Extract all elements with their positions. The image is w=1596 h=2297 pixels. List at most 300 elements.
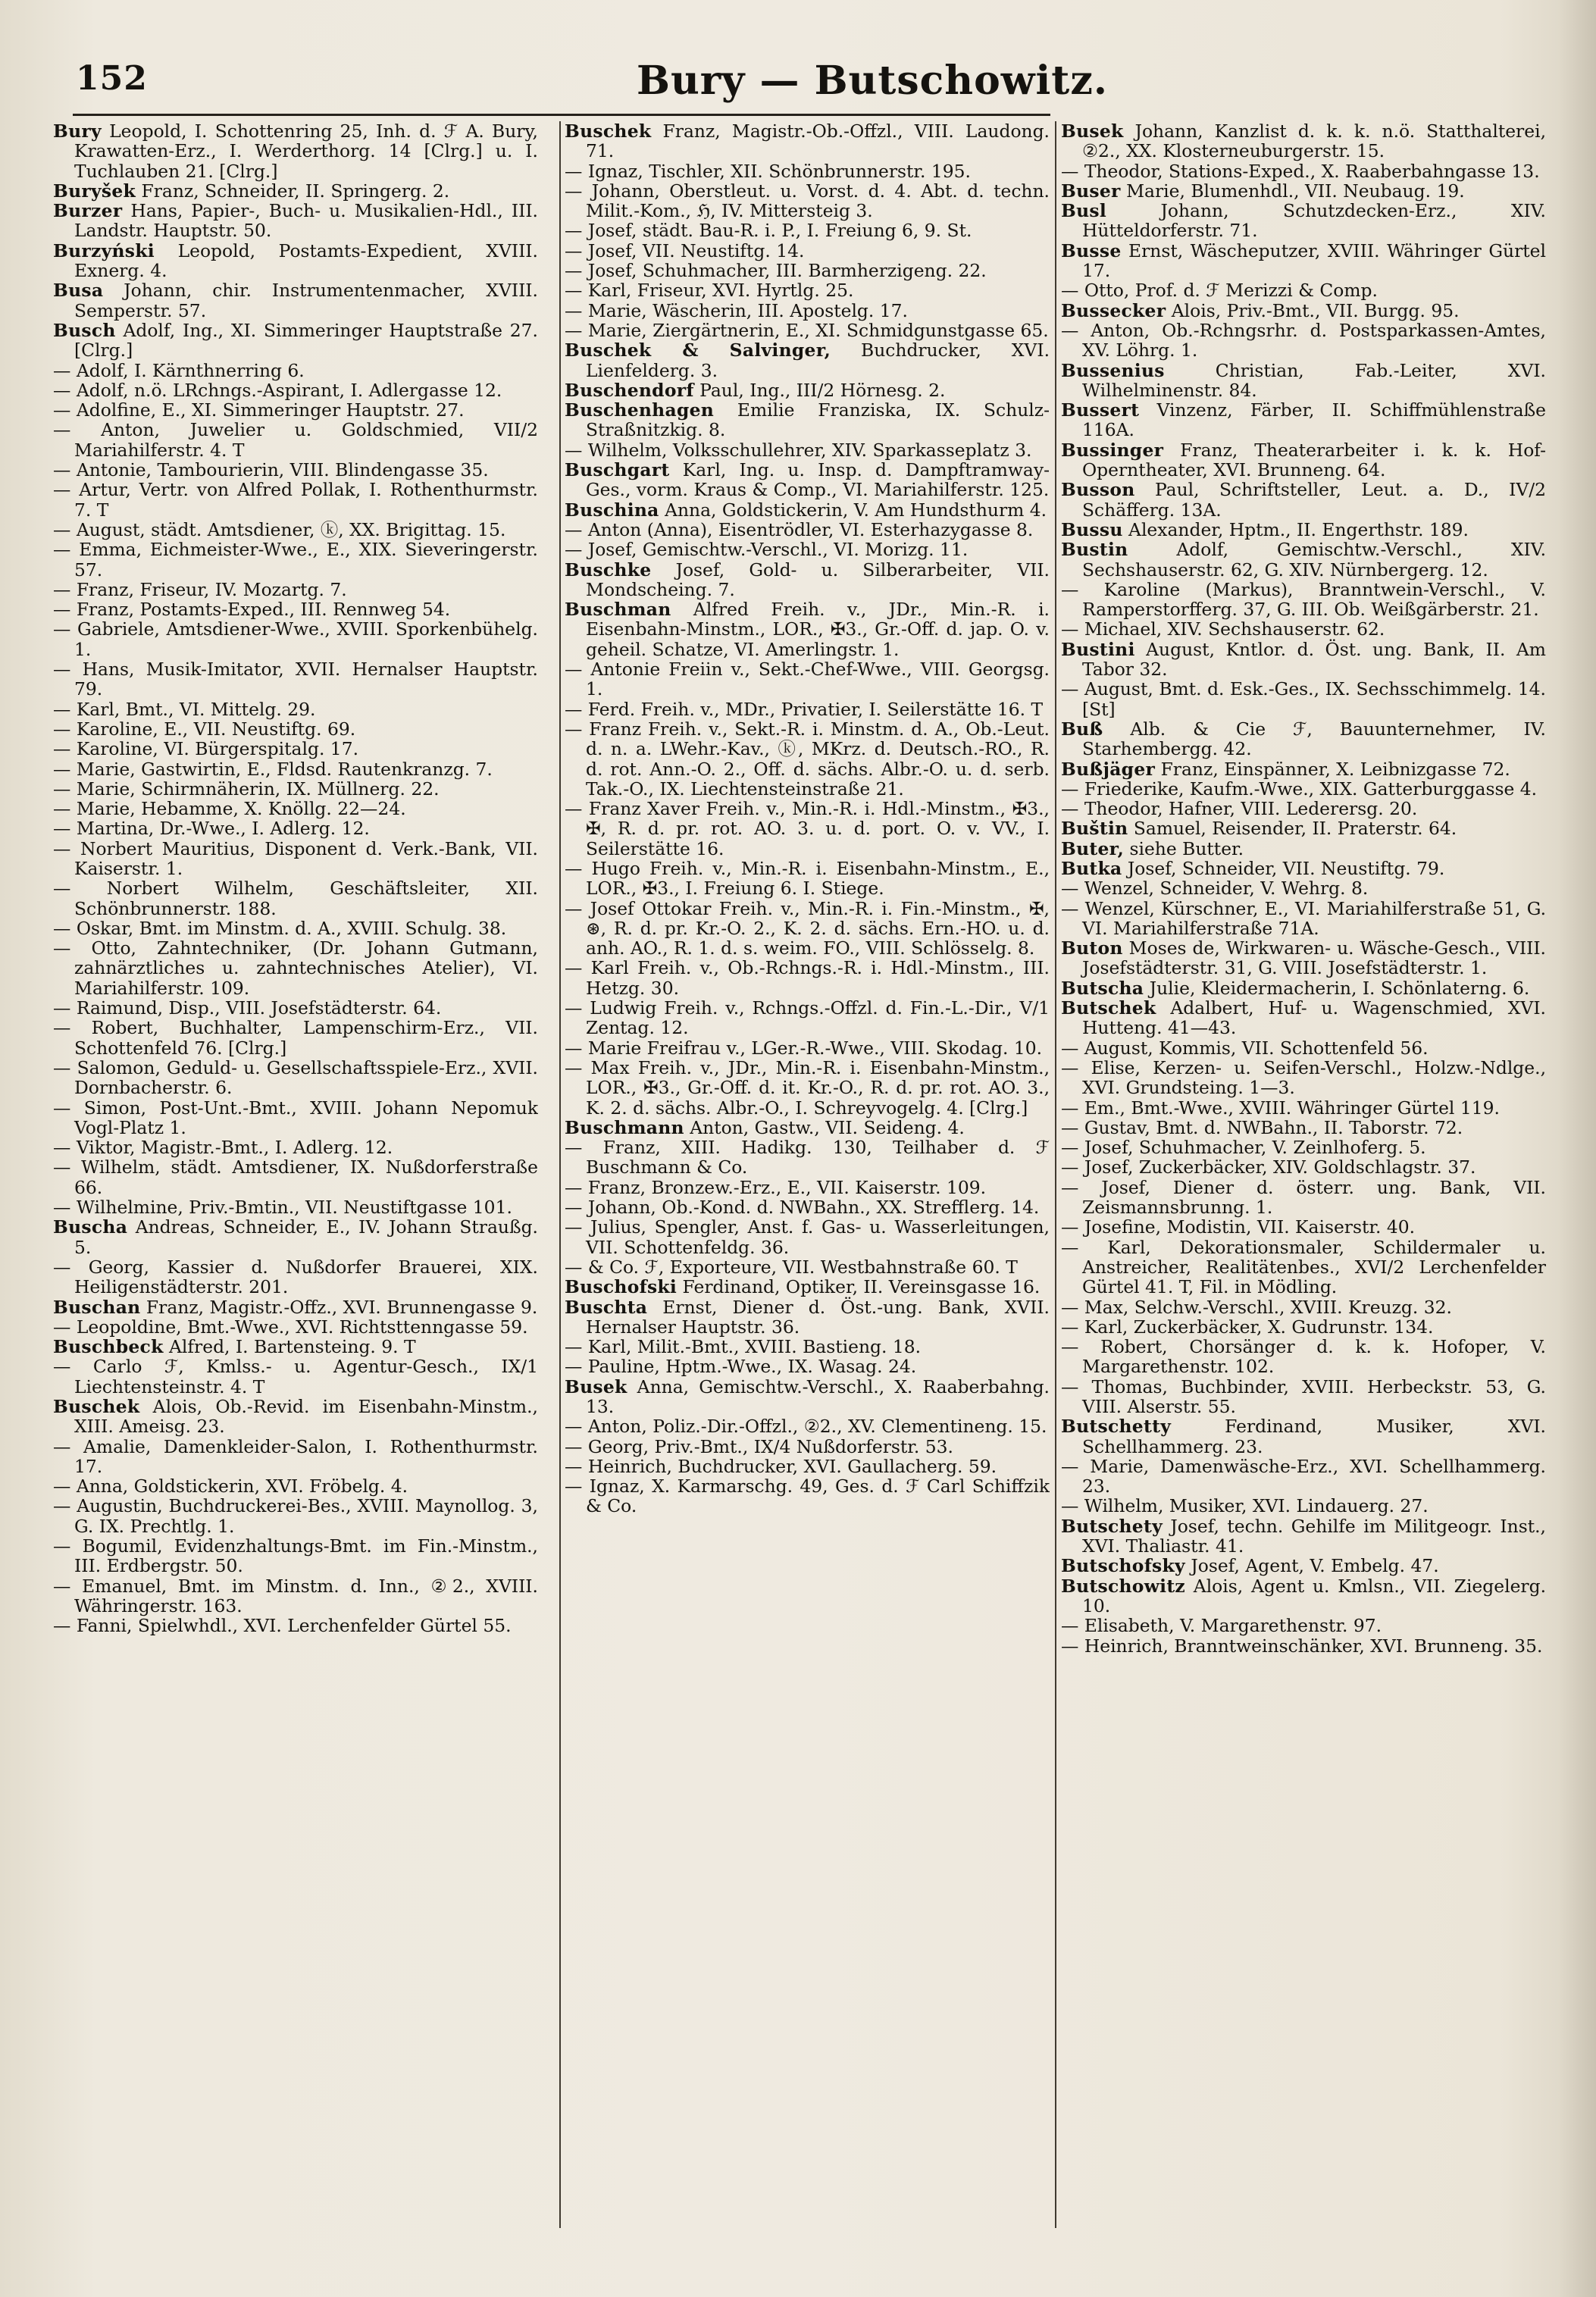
entry-surname: Buschina: [565, 499, 659, 521]
directory-entry: [565, 540, 1050, 559]
directory-entry: [1061, 1138, 1546, 1157]
directory-entry: [53, 599, 538, 619]
directory-entry: [1061, 1178, 1546, 1218]
directory-entry: [1061, 1297, 1546, 1317]
entry-surname: Buschta: [565, 1296, 648, 1318]
directory-entry: [565, 1416, 1050, 1436]
directory-entry: [1061, 440, 1546, 480]
entry-text: — Em., Bmt.-Wwe., XVIII. Währinger Gürtel 119.: [1061, 1097, 1500, 1119]
directory-entry: [53, 878, 538, 918]
column-1: [53, 121, 538, 2258]
entry-surname: Butschowitz: [1061, 1575, 1186, 1597]
entry-text: — Wilhelm, städt. Amtsdiener, IX. Nußdorferstraße 66.: [53, 1156, 538, 1198]
entry-text: — Karl, Milit.-Bmt., XVIII. Bastieng. 18.: [565, 1336, 922, 1358]
directory-entry: [1061, 161, 1546, 181]
directory-entry: [565, 500, 1050, 520]
directory-entry: [565, 899, 1050, 959]
directory-entry: [565, 460, 1050, 500]
directory-entry: [565, 1217, 1050, 1257]
entry-text: — Antonie Freiin v., Sekt.-Chef-Wwe., VIII. Georgsg. 1.: [565, 659, 1050, 700]
entry-text: — Marie, Ziergärtnerin, E., XI. Schmidgunstgasse 65.: [565, 319, 1049, 341]
directory-entry: [53, 799, 538, 818]
directory-entry: [565, 1297, 1050, 1338]
entry-surname: Busek: [1061, 121, 1124, 142]
entry-text: Johann, chir. Instrumentenmacher, XVIII. Semperstr. 57.: [74, 280, 538, 321]
directory-entry: [53, 121, 538, 181]
directory-entry: [565, 520, 1050, 540]
directory-entry: [565, 1476, 1050, 1516]
entry-text: — Marie Freifrau v., LGer.-R.-Wwe., VIII. Skodag. 10.: [565, 1037, 1043, 1059]
directory-entry: [1061, 1217, 1546, 1237]
entry-text: Anton, Gastw., VII. Seideng. 4.: [684, 1116, 965, 1138]
directory-entry: [53, 540, 538, 580]
entry-text: — Marie, Hebamme, X. Knöllg. 22—24.: [53, 798, 406, 820]
directory-entry: [53, 1018, 538, 1058]
entry-text: — Karl, Friseur, XVI. Hyrtlg. 25.: [565, 280, 854, 302]
directory-entry: [53, 1058, 538, 1098]
directory-entry: [53, 400, 538, 420]
entry-text: — Anton, Juwelier u. Goldschmied, VII/2 Mariahilferstr. 4. T: [53, 419, 538, 461]
directory-entry: [1061, 1238, 1546, 1297]
entry-text: — Josef, Zuckerbäcker, XIV. Goldschlagstr. 37.: [1061, 1156, 1476, 1178]
entry-text: — Marie, Gastwirtin, E., Fldsd. Rautenkranzg. 7.: [53, 758, 493, 780]
entry-text: Anna, Goldstickerin, V. Am Hundsthurm 4.: [659, 499, 1047, 521]
directory-entry: [53, 739, 538, 759]
directory-entry: [1061, 719, 1546, 759]
entry-surname: Busek: [565, 1375, 627, 1397]
entry-surname: Bussinger: [1061, 439, 1164, 461]
entry-text: — Karoline, E., VII. Neustiftg. 69.: [53, 718, 356, 740]
directory-entry: [1061, 859, 1546, 878]
entry-surname: Busson: [1061, 479, 1135, 501]
entry-text: — Franz Freih. v., Sekt.-R. i. Minstm. d. A., Ob.-Leut. d. n. a. LWehr.-Kav., ⓚ, MKrz. d. Deutsch.-RO., R. d. rot. Ann.-O. 2., Off. d. sächs. Albr.-O. u. d. serb. Tak.-O., IX. Liechtensteinstraße 21.: [565, 718, 1050, 800]
entry-text: — Elise, Kerzen- u. Seifen-Verschl., Holzw.-Ndlge., XVI. Grundsteing. 1—3.: [1061, 1056, 1546, 1099]
entry-text: Buchdrucker, XVI. Lienfelderg. 3.: [586, 340, 1050, 381]
directory-entry: [53, 241, 538, 281]
entry-text: Alfred Freih. v., JDr., Min.-R. i. Eisenbahn-Minstm., LOR., ✠3., Gr.-Off. d. jap. O. v. geheil. Schatze, VI. Amerlingstr. 1.: [586, 599, 1050, 660]
entry-text: Josef, Gold- u. Silberarbeiter, VII. Mondscheing. 7.: [586, 559, 1050, 600]
directory-entry: [1061, 619, 1546, 639]
directory-entry: [1061, 1317, 1546, 1337]
directory-entry: [1061, 1556, 1546, 1576]
entry-text: — Wilhelm, Volksschullehrer, XIV. Sparkasseplatz 3.: [565, 439, 1032, 461]
directory-entry: [53, 580, 538, 599]
entry-text: — Friederike, Kaufm.-Wwe., XIX. Gatterburggasse 4.: [1061, 778, 1538, 800]
entry-text: — Gustav, Bmt. d. NWBahn., II. Taborstr. 72.: [1061, 1116, 1463, 1138]
entry-text: Paul, Ing., III/2 Hörnesg. 2.: [693, 379, 946, 401]
directory-entry: [565, 161, 1050, 181]
entry-text: — Leopoldine, Bmt.-Wwe., XVI. Richtsttenngasse 59.: [53, 1316, 528, 1338]
directory-entry: [53, 918, 538, 938]
entry-text: — Norbert Wilhelm, Geschäftsleiter, XII. Schönbrunnerstr. 188.: [53, 878, 538, 919]
directory-entry: [565, 1277, 1050, 1297]
directory-entry: [565, 121, 1050, 161]
entry-text: — Max, Selchw.-Verschl., XVIII. Kreuzg. 32.: [1061, 1296, 1452, 1318]
directory-entry: [565, 659, 1050, 699]
directory-entry: [1061, 201, 1546, 241]
entry-text: — Carlo ℱ, Kmlss.- u. Agentur-Gesch., IX/1 Liechtensteinstr. 4. T: [53, 1356, 538, 1397]
entry-text: Josef, techn. Gehilfe im Militgeogr. Inst., XVI. Thaliastr. 41.: [1082, 1515, 1546, 1557]
directory-entry: [53, 659, 538, 699]
entry-text: Franz, Schneider, II. Springerg. 2.: [136, 180, 450, 202]
entry-text: Adolf, Ing., XI. Simmeringer Hauptstraße 27. [Clrg.]: [74, 319, 538, 361]
entry-text: — Anton, Ob.-Rchngsrhr. d. Postsparkassen-Amtes, XV. Löhrg. 1.: [1061, 319, 1546, 361]
directory-entry: [53, 1297, 538, 1317]
entry-surname: Busse: [1061, 239, 1122, 261]
directory-entry: [53, 480, 538, 520]
directory-entry: [1061, 400, 1546, 440]
entry-text: Franz, Theaterarbeiter i. k. k. Hof-Operntheater, XVI. Brunneng. 64.: [1082, 439, 1546, 481]
page-number: 152: [76, 59, 148, 98]
directory-entry: [1061, 301, 1546, 321]
entry-text: — Robert, Chorsänger d. k. k. Hofoper, V. Margarethenstr. 102.: [1061, 1336, 1546, 1378]
directory-entry: [1061, 899, 1546, 939]
entry-text: siehe Butter.: [1124, 837, 1244, 859]
entry-text: — August, städt. Amtsdiener, ⓚ, XX. Brigittag. 15.: [53, 518, 506, 540]
directory-entry: [565, 1178, 1050, 1197]
entry-surname: Buschman: [565, 599, 671, 621]
entry-text: — Josef, städt. Bau-R. i. P., I. Freiung 6, 9. St.: [565, 220, 972, 242]
entry-text: Franz, Magistr.-Offz., XVI. Brunnengasse 9.: [140, 1296, 538, 1318]
entry-surname: Bussu: [1061, 518, 1123, 540]
directory-entry: [1061, 1118, 1546, 1138]
entry-text: — Georg, Kassier d. Nußdorfer Brauerei, XIX. Heiligenstädterstr. 201.: [53, 1256, 538, 1298]
entry-text: — Robert, Buchhalter, Lampenschirm-Erz., VII. Schottenfeld 76. [Clrg.]: [53, 1017, 538, 1059]
directory-entry: [1061, 759, 1546, 779]
directory-entry: [53, 1437, 538, 1477]
directory-entry: [53, 818, 538, 838]
entry-text: — Elisabeth, V. Margarethenstr. 97.: [1061, 1615, 1382, 1637]
entry-text: Alois, Agent u. Kmlsn., VII. Ziegelerg. 10.: [1082, 1575, 1546, 1616]
directory-entry: [565, 560, 1050, 600]
entry-surname: Burzyński: [53, 239, 155, 261]
entry-surname: Buschan: [53, 1296, 141, 1318]
column-divider: [1055, 121, 1056, 2228]
directory-entry: [1061, 1616, 1546, 1635]
directory-entry: [565, 321, 1050, 340]
directory-entry: [53, 460, 538, 480]
directory-entry: [565, 859, 1050, 899]
entry-text: — Heinrich, Branntweinschänker, XVI. Brunneng. 35.: [1061, 1635, 1543, 1657]
entry-text: — Ferd. Freih. v., MDr., Privatier, I. Seilerstätte 16. T: [565, 698, 1044, 720]
directory-entry: [1061, 1636, 1546, 1656]
entry-text: — Fanni, Spielwhdl., XVI. Lerchenfelder Gürtel 55.: [53, 1615, 512, 1637]
directory-entry: [1061, 361, 1546, 401]
directory-entry: [53, 1616, 538, 1635]
directory-entry: [1061, 878, 1546, 898]
entry-text: — Theodor, Stations-Exped., X. Raaberbahngasse 13.: [1061, 160, 1540, 182]
entry-text: — Karl, Dekorationsmaler, Schildermaler u. Anstreicher, Realitätenbes., XVI/2 Lerchenfelder Gürtel 41. T, Fil. in Mödling.: [1061, 1236, 1546, 1298]
directory-entry: [53, 1317, 538, 1337]
directory-entry: [1061, 779, 1546, 799]
entry-text: August, Kntlor. d. Öst. ung. Bank, II. Am Tabor 32.: [1082, 638, 1546, 681]
directory-entry: [565, 380, 1050, 400]
directory-entry: [565, 799, 1050, 859]
directory-entry: [53, 719, 538, 739]
directory-entry: [53, 1098, 538, 1138]
entry-text: — Wenzel, Schneider, V. Wehrg. 8.: [1061, 878, 1369, 900]
directory-entry: [1061, 1576, 1546, 1616]
entry-text: Alb. & Cie ℱ, Bauunternehmer, IV. Starhembergg. 42.: [1082, 718, 1546, 760]
entry-text: — Ignaz, Tischler, XII. Schönbrunnerstr. 195.: [565, 160, 971, 182]
directory-entry: [53, 1138, 538, 1157]
entry-surname: Buschke: [565, 559, 652, 581]
directory-entry: [565, 1038, 1050, 1058]
entry-surname: Bussert: [1061, 399, 1140, 421]
directory-entry: [565, 1138, 1050, 1178]
directory-entry: [565, 1457, 1050, 1476]
directory-entry: [53, 181, 538, 201]
entry-text: — Johann, Ob.-Kond. d. NWBahn., XX. Strefflerg. 14.: [565, 1197, 1040, 1219]
directory-entry: [565, 1357, 1050, 1376]
entry-text: — Josef Ottokar Freih. v., Min.-R. i. Fin.-Minstm., ✠, ⊛, R. d. pr. Kr.-O. 2., K. 2. d. sächs. Ern.-HO. u. d. anh. AO., R. 1. d. s. weim. FO., VIII. Schlösselg. 8.: [565, 897, 1050, 959]
entry-text: — Marie, Damenwäsche-Erz., XVI. Schellhammerg. 23.: [1061, 1455, 1546, 1497]
entry-text: — Theodor, Hafner, VIII. Lederersg. 20.: [1061, 798, 1418, 820]
entry-text: — Franz, Bronzew.-Erz., E., VII. Kaiserstr. 109.: [565, 1176, 987, 1198]
entry-text: — Josef, Gemischtw.-Verschl., VI. Morizg. 11.: [565, 539, 969, 561]
directory-entry: [1061, 998, 1546, 1038]
directory-entry: [53, 998, 538, 1018]
entry-text: — Bogumil, Evidenzhaltungs-Bmt. im Fin.-Minstm., III. Erdbergstr. 50.: [53, 1535, 538, 1577]
header-rule: [73, 114, 1050, 116]
entry-text: — Salomon, Geduld- u. Gesellschaftsspiele-Erz., XVII. Dornbacherstr. 6.: [53, 1056, 538, 1099]
entry-text: — Martina, Dr.-Wwe., I. Adlerg. 12.: [53, 818, 370, 840]
directory-entry: [53, 619, 538, 659]
entry-text: — Ludwig Freih. v., Rchngs.-Offzl. d. Fin.-L.-Dir., V/1 Zentag. 12.: [565, 997, 1050, 1039]
entry-surname: Bustin: [1061, 539, 1128, 561]
entry-text: — Karl, Zuckerbäcker, X. Gudrunstr. 134.: [1061, 1316, 1434, 1338]
directory-entry: [1061, 580, 1546, 620]
entry-surname: Bury: [53, 121, 102, 142]
directory-entry: [565, 998, 1050, 1038]
entry-text: — Amalie, Damenkleider-Salon, I. Rothenthurmstr. 17.: [53, 1435, 538, 1477]
directory-entry: [565, 699, 1050, 719]
entry-surname: Butschetty: [1061, 1416, 1172, 1438]
entry-text: Franz, Magistr.-Ob.-Offzl., VIII. Laudong. 71.: [586, 121, 1050, 162]
entry-surname: Buschmann: [565, 1116, 684, 1138]
entry-text: Johann, Kanzlist d. k. k. n.ö. Statthalterei, ②2., XX. Klosterneuburgerstr. 15.: [1082, 121, 1546, 162]
column-2: [565, 121, 1050, 2258]
directory-entry: [53, 1536, 538, 1576]
directory-entry: [565, 1197, 1050, 1217]
entry-text: — Marie, Wäscherin, III. Apostelg. 17.: [565, 299, 908, 321]
entry-text: — Wilhelmine, Priv.-Bmtin., VII. Neustiftgasse 101.: [53, 1197, 512, 1219]
entry-text: — Josefine, Modistin, VII. Kaiserstr. 40.: [1061, 1216, 1416, 1238]
directory-entry: [53, 1157, 538, 1197]
directory-entry: [1061, 241, 1546, 281]
entry-text: — Georg, Priv.-Bmt., IX/4 Nußdorferstr. 53.: [565, 1435, 953, 1457]
entry-text: — Franz, Friseur, IV. Mozartg. 7.: [53, 578, 347, 600]
directory-entry: [53, 361, 538, 380]
entry-text: — Karl, Bmt., VI. Mittelg. 29.: [53, 698, 316, 720]
directory-entry: [53, 938, 538, 998]
directory-entry: [565, 1118, 1050, 1138]
entry-text: Leopold, I. Schottenring 25, Inh. d. ℱ A. Bury, Krawatten-Erz., I. Werderthorg. 14 [Clrg.] u. I. Tuchlauben 21. [Clrg.]: [74, 121, 538, 182]
entry-surname: Buschek: [53, 1396, 140, 1417]
directory-entry: [565, 340, 1050, 380]
entry-text: Emilie Franziska, IX. Schulz-Straßnitzkig. 8.: [586, 399, 1050, 441]
entry-text: Ferdinand, Optiker, II. Vereinsgasse 16.: [677, 1276, 1041, 1298]
entry-text: Christian, Fab.-Leiter, XVI. Wilhelminenstr. 84.: [1082, 359, 1546, 401]
entry-text: Hans, Papier-, Buch- u. Musikalien-Hdl., III. Landstr. Hauptstr. 50.: [74, 200, 538, 242]
column-3: [1061, 121, 1546, 2258]
directory-entry: [1061, 679, 1546, 719]
entry-surname: Burzer: [53, 200, 123, 222]
entry-text: Samuel, Reisender, II. Praterstr. 64.: [1128, 818, 1457, 840]
directory-entry: [53, 321, 538, 361]
entry-text: — Pauline, Hptm.-Wwe., IX. Wasag. 24.: [565, 1356, 917, 1378]
entry-text: Josef, Schneider, VII. Neustiftg. 79.: [1122, 857, 1445, 879]
entry-surname: Buschek & Salvinger,: [565, 340, 831, 361]
directory-entry: [1061, 321, 1546, 361]
entry-text: Franz, Einspänner, X. Leibnizgasse 72.: [1155, 758, 1510, 780]
directory-entry: [53, 1217, 538, 1257]
directory-entry: [1061, 1377, 1546, 1417]
entry-text: Johann, Schutzdecken-Erz., XIV. Hütteldorferstr. 71.: [1082, 200, 1546, 242]
directory-entry: [53, 420, 538, 460]
entry-surname: Buschgart: [565, 459, 670, 481]
directory-entry: [53, 1576, 538, 1616]
directory-entry: [1061, 181, 1546, 201]
directory-entry: [1061, 839, 1546, 859]
entry-surname: Butscha: [1061, 977, 1144, 999]
directory-entry: [53, 759, 538, 779]
entry-surname: Buschbeck: [53, 1336, 164, 1358]
entry-text: — Ignaz, X. Karmarschg. 49, Ges. d. ℱ Carl Schiffzik & Co.: [565, 1476, 1050, 1517]
entry-text: — Wenzel, Kürschner, E., VI. Mariahilferstraße 51, G. VI. Mariahilferstraße 71A.: [1061, 897, 1546, 939]
entry-text: — Otto, Zahntechniker, (Dr. Johann Gutmann, zahnärztliches u. zahntechnisches Atelier), VI. Mariahilferstr. 109.: [53, 937, 538, 999]
entry-text: — Johann, Oberstleut. u. Vorst. d. 4. Abt. d. techn. Milit.-Kom., ℌ, IV. Mittersteig 3.: [565, 180, 1050, 222]
entry-text: — August, Bmt. d. Esk.-Ges., IX. Sechsschimmelg. 14. [St]: [1061, 678, 1546, 720]
directory-entry: [53, 280, 538, 321]
entry-text: — Anton, Poliz.-Dir.-Offzl., ②2., XV. Clementineng. 15.: [565, 1416, 1047, 1438]
directory-entry: [1061, 1157, 1546, 1177]
directory-entry: [1061, 1457, 1546, 1497]
directory-entry: [565, 1058, 1050, 1118]
directory-entry: [1061, 1416, 1546, 1457]
entry-text: — Anna, Goldstickerin, XVI. Fröbelg. 4.: [53, 1476, 408, 1497]
directory-entry: [53, 839, 538, 879]
entry-text: — August, Kommis, VII. Schottenfeld 56.: [1061, 1037, 1429, 1059]
entry-text: — Thomas, Buchbinder, XVIII. Herbeckstr. 53, G. VIII. Alserstr. 55.: [1061, 1375, 1546, 1417]
entry-text: — Franz, Postamts-Exped., III. Rennweg 54.: [53, 599, 451, 621]
entry-surname: Butschek: [1061, 997, 1156, 1019]
entry-text: — Emma, Eichmeister-Wwe., E., XIX. Sieveringerstr. 57.: [53, 539, 538, 581]
entry-text: Leopold, Postamts-Expedient, XVIII. Exnerg. 4.: [74, 239, 538, 282]
directory-entry: [1061, 1337, 1546, 1377]
directory-entry: [53, 779, 538, 799]
entry-text: Ernst, Wäscheputzer, XVIII. Währinger Gürtel 17.: [1082, 239, 1546, 282]
directory-entry: [53, 1357, 538, 1397]
entry-surname: Buryšek: [53, 180, 136, 202]
directory-entry: [565, 958, 1050, 998]
entry-surname: Buser: [1061, 180, 1121, 202]
entry-text: Vinzenz, Färber, II. Schiffmühlenstraße 116A.: [1082, 399, 1546, 441]
directory-entry: [1061, 799, 1546, 818]
entry-text: Moses de, Wirkwaren- u. Wäsche-Gesch., VIII. Josefstädterstr. 31, G. VIII. Josefstädterstr. 1.: [1082, 937, 1546, 979]
entry-surname: Buscha: [53, 1216, 128, 1238]
directory-entry: [565, 280, 1050, 300]
directory-entry: [1061, 818, 1546, 838]
entry-text: — Otto, Prof. d. ℱ Merizzi & Comp.: [1061, 280, 1378, 302]
entry-surname: Buschek: [565, 121, 652, 142]
entry-surname: Buton: [1061, 937, 1123, 959]
entry-text: — Antonie, Tambourierin, VIII. Blindengasse 35.: [53, 459, 489, 481]
entry-surname: Butka: [1061, 857, 1122, 879]
page-edge-shadow: [1558, 0, 1596, 2297]
entry-text: — Adolf, I. Kärnthnerring 6.: [53, 359, 305, 381]
directory-entry: [53, 201, 538, 241]
entry-text: — Karoline, VI. Bürgerspitalg. 17.: [53, 738, 359, 760]
directory-entry: [565, 221, 1050, 240]
entry-text: — Franz Xaver Freih. v., Min.-R. i. Hdl.-Minstm., ✠3., ✠, R. d. pr. rot. AO. 3. u. d. port. O. v. VV., I. Seilerstätte 16.: [565, 798, 1050, 859]
entry-surname: Busch: [53, 319, 116, 341]
entry-text: — Michael, XIV. Sechshauserstr. 62.: [1061, 618, 1385, 640]
directory-entry: [565, 181, 1050, 221]
entry-text: — Adolf, n.ö. LRchngs.-Aspirant, I. Adlergasse 12.: [53, 379, 502, 401]
directory-entry: [1061, 280, 1546, 300]
entry-text: — Karoline (Markus), Branntwein-Verschl., V. Ramperstorfferg. 37, G. III. Ob. Weißgärberstr. 21.: [1061, 578, 1546, 621]
entry-surname: Buschendorf: [565, 379, 694, 401]
page-header: [76, 58, 1108, 112]
entry-text: — & Co. ℱ, Exporteure, VII. Westbahnstraße 60. T: [565, 1256, 1018, 1278]
directory-entry: [53, 1397, 538, 1437]
directory-entry: [53, 1257, 538, 1297]
entry-text: Alexander, Hptm., II. Engerthstr. 189.: [1122, 518, 1469, 540]
directory-entry: [565, 440, 1050, 460]
directory-entry: [565, 719, 1050, 799]
entry-text: — Hugo Freih. v., Min.-R. i. Eisenbahn-Minstm., E., LOR., ✠3., I. Freiung 6. I. Stiege.: [565, 857, 1050, 900]
entry-text: — Raimund, Disp., VIII. Josefstädterstr. 64.: [53, 997, 442, 1019]
entry-text: — Josef, VII. Neustiftg. 14.: [565, 239, 805, 261]
entry-text: — Karl Freih. v., Ob.-Rchngs.-R. i. Hdl.-Minstm., III. Hetzg. 30.: [565, 957, 1050, 999]
entry-text: Josef, Agent, V. Embelg. 47.: [1184, 1555, 1439, 1577]
entry-surname: Buter,: [1061, 837, 1125, 859]
entry-surname: Bussenius: [1061, 359, 1165, 381]
entry-text: Alois, Priv.-Bmt., VII. Burgg. 95.: [1166, 299, 1460, 321]
entry-surname: Bustini: [1061, 638, 1135, 660]
entry-surname: Buschenhagen: [565, 399, 715, 421]
entry-text: Ferdinand, Musiker, XVI. Schellhammerg. 23.: [1082, 1416, 1546, 1457]
entry-surname: Bußjäger: [1061, 758, 1156, 780]
directory-entry: [565, 1337, 1050, 1357]
directory-entry: [1061, 1038, 1546, 1058]
entry-text: — Artur, Vertr. von Alfred Pollak, I. Rothenthurmstr. 7. T: [53, 479, 538, 521]
directory-entry: [565, 599, 1050, 659]
entry-text: — Josef, Schuhmacher, III. Barmherzigeng. 22.: [565, 260, 987, 282]
entry-text: — Heinrich, Buchdrucker, XVI. Gaullacherg. 59.: [565, 1455, 997, 1477]
entry-text: Adalbert, Huf- u. Wagenschmied, XVI. Hutteng. 41—43.: [1082, 997, 1546, 1039]
directory-entry: [565, 241, 1050, 261]
directory-entry: [565, 1437, 1050, 1457]
directory-entry: [1061, 480, 1546, 520]
directory-entry: [53, 1197, 538, 1217]
directory-entry: [1061, 1496, 1546, 1516]
entry-surname: Bussecker: [1061, 299, 1166, 321]
entry-surname: Buštin: [1061, 818, 1128, 840]
directory-entry: [1061, 978, 1546, 998]
entry-surname: Busa: [53, 280, 104, 302]
directory-entry: [565, 400, 1050, 440]
running-head: Bury — Butschowitz.: [637, 58, 1108, 104]
directory-entry: [1061, 540, 1546, 580]
directory-entry: [1061, 1098, 1546, 1118]
entry-text: Karl, Ing. u. Insp. d. Dampftramway-Ges., vorm. Kraus & Comp., VI. Mariahilferstr. 125.: [586, 459, 1050, 501]
entry-text: Paul, Schriftsteller, Leut. a. D., IV/2 Schäfferg. 13A.: [1082, 479, 1546, 521]
entry-surname: Busl: [1061, 200, 1107, 222]
entry-text: — Josef, Schuhmacher, V. Zeinlhoferg. 5.: [1061, 1137, 1426, 1159]
entry-text: — Hans, Musik-Imitator, XVII. Hernalser Hauptstr. 79.: [53, 659, 538, 700]
